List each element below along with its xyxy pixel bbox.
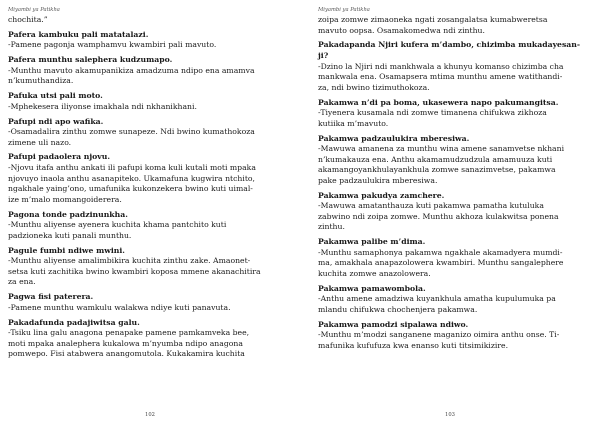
- proverb-meaning: -Tiyenera kusamala ndi zomwe timanena chifukwa zikhoza kutiika m’mavuto.: [318, 108, 547, 128]
- proverb-meaning: -Munthu samaphonya pakamwa ngakhale akamadyera mumdi- ma, amakhala anapazolowera kwambiri. Munthu sangalephere kuchita zomwe anazolowera.: [318, 247, 564, 278]
- proverb-meaning: -Munthu m’modzi sanganene maganizo oimira anthu onse. Ti- mafunika kufufuza kwa enanso kuti titsimikizire.: [318, 330, 560, 350]
- proverb-title: Pafuka utsi pali moto.: [8, 91, 103, 101]
- proverb-meaning: -Munthu aliyense ayenera kuchita khama pantchito kuti padzioneka kuti panali munthu.: [8, 220, 227, 240]
- proverb-title: Pakamwa palibe m’dima.: [318, 237, 426, 247]
- proverb-title: Pakamwa n’di pa boma, ukasewera napo pakumangitsa.: [318, 97, 559, 107]
- proverb-title: Pagona tonde padzinunkha.: [8, 209, 128, 219]
- proverb-title: Pakamwa pamawombola.: [318, 283, 426, 293]
- proverb-meaning: -Munthu aliyense amalimbikira kuchita zinthu zake. Amaonet- setsa kuti zachitika bwino kwambiri koposa mmene akanachitira za ena.: [8, 256, 261, 287]
- proverb-title: Pagule fumbi ndiwe mwini.: [8, 245, 125, 255]
- proverb-title: Pafupi ndi apo wafika.: [8, 116, 104, 126]
- proverb-meaning: -Anthu amene amadziwa kuyankhula amatha kupulumuka pa mlandu chifukwa chochenjera pakamwa.: [318, 294, 556, 314]
- page-body: [8, 15, 288, 360]
- proverb-title: Pakamwa padzaulukira mberesiwa.: [318, 133, 470, 143]
- proverb-title: Pafera munthu salephera kudzumapo.: [8, 55, 173, 65]
- proverb-title: Pafupi padaolera njovu.: [8, 152, 111, 162]
- running-head: Miyambi ya Patikha: [318, 7, 370, 13]
- proverb-meaning: -Mphekesera iliyonse imakhala ndi nkhanikhani.: [8, 101, 197, 111]
- continued-text: chochita.”: [8, 15, 48, 24]
- proverb-title: Pakadapanda Njiri kufera m’dambo, chizimba mukadayesan- ji?: [318, 40, 581, 60]
- proverb-title: Pakamwa pakudya zamchere.: [318, 190, 445, 200]
- proverb-meaning: -Njovu itafa anthu ankati ili pafupi koma kuli kutali moti mpaka njovuyo inaola anthu asanapiteko. Ukamafuna kugwira ntchito, ngakhale yaing’ono, umafunika kukonzekera bwino kuti uimal- ize m’malo momangoiderera.: [8, 163, 256, 204]
- proverb-title: Pakamwa pamodzi sipalawa ndiwo.: [318, 319, 469, 329]
- proverb-meaning: -Tsiku lina galu anagona penapake pamene pamkamveka bee, moti mpaka analephera kukalowa m’nyumba ndipo anagona pomwepo. Fisi atabwera anangomutola. Kukakamira kuchita: [8, 328, 250, 359]
- proverb-title: Pagwa fisi paterera.: [8, 292, 94, 302]
- page-number: 102: [145, 412, 155, 418]
- proverb-meaning: -Pamene pagonja wamphamvu kwambiri pali mavuto.: [8, 40, 217, 50]
- right-page: [300, 0, 600, 424]
- continued-text: zoipa zomwe zimaoneka ngati zosangalatsa kumabweretsa mavuto oopsa. Osamakomedwa ndi zinthu.: [318, 15, 548, 35]
- page-number: 103: [445, 412, 455, 418]
- proverb-meaning: -Osamadalira zinthu zomwe sunapeze. Ndi bwino kumathokoza zimene uli nazo.: [8, 127, 255, 147]
- proverb-meaning: -Dzino la Njiri ndi mankhwala a khunyu komanso chizimba cha mankwala ena. Osamapsera mtima munthu amene watithandi- za, ndi bwino tizimuthokoza.: [318, 61, 564, 92]
- proverb-meaning: -Mawuwa amanena za munthu wina amene sanamvetse nkhani n’kumakauza ena. Anthu akamamudzudzula amamuuza kuti akamangoyankhulayankhula zomwe sanazimvetse, pakamwa pake padzaulukira mberesiwa.: [318, 144, 565, 185]
- running-head: Miyambi ya Patikha: [8, 7, 60, 13]
- proverb-meaning: -Pamene munthu wamkulu walakwa ndiye kuti panavuta.: [8, 302, 231, 312]
- page-body: [318, 15, 592, 352]
- proverb-meaning: -Mawuwa amatanthauza kuti pakamwa pamatha kutuluka zabwino ndi zoipa zomwe. Munthu akhoza kulakwitsa ponena zinthu.: [318, 201, 559, 232]
- proverb-meaning: -Munthu mavuto akamupanikiza amadzuma ndipo ena amamva n’kumuthandiza.: [8, 65, 255, 86]
- proverb-title: Pakadafunda padajiwitsa galu.: [8, 317, 140, 327]
- proverb-title: Pafera kambuku pali matatalazi.: [8, 29, 149, 39]
